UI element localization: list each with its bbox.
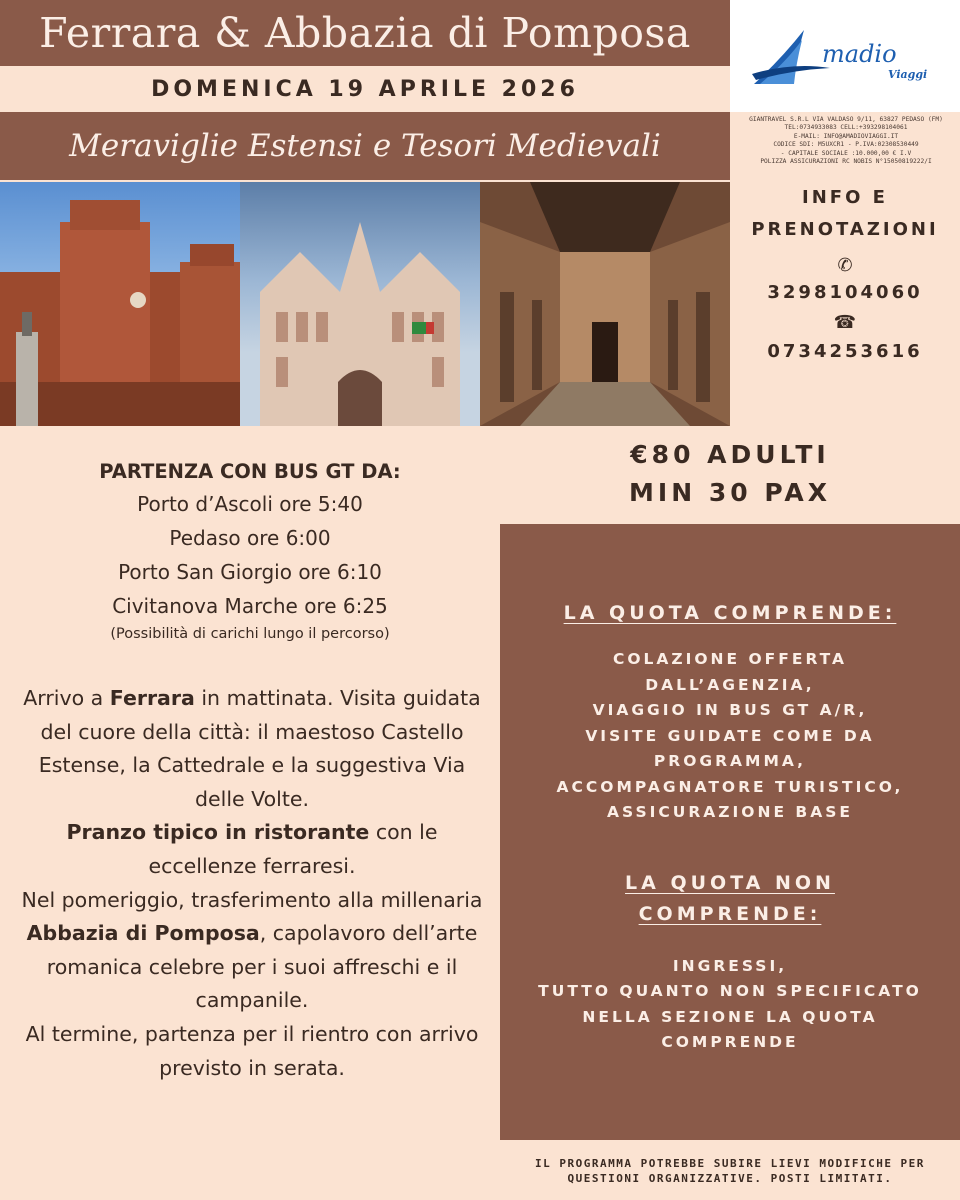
desc-text: Arrivo a [23, 686, 110, 710]
agency-logo [730, 0, 960, 112]
desc-highlight: Ferrara [109, 686, 195, 710]
company-line: CODICE SDI: M5UXCR1 - P.IVA:02308530449 [773, 141, 919, 149]
title-banner [0, 0, 730, 66]
date-banner [0, 66, 730, 112]
departure-heading: PARTENZA CON BUS GT DA: [99, 460, 401, 483]
desc-highlight: Pranzo tipico in ristorante [66, 820, 370, 845]
disclaimer-line: IL PROGRAMMA POTREBBE SUBIRE LIEVI MODIFICHE PER [535, 1157, 925, 1170]
includes-item: VIAGGIO IN BUS GT A/R, [592, 701, 868, 719]
min-participants: MIN 30 PAX [629, 478, 831, 507]
phone-icon: ✆ [837, 255, 853, 276]
company-line: E-MAIL: INFO@AMADIOVIAGGI.IT [793, 132, 899, 140]
cattedrale-photo [240, 182, 480, 426]
departure-stop: Civitanova Marche ore 6:25 [112, 594, 388, 618]
logo-subtitle: Viaggi [888, 68, 928, 81]
departure-stop: Pedaso ore 6:00 [169, 526, 331, 550]
includes-heading: LA QUOTA COMPRENDE: [563, 602, 897, 624]
excludes-heading: COMPRENDE: [638, 902, 822, 925]
castello-estense-photo [0, 182, 240, 426]
desc-text: con le eccellenze ferraresi. [148, 820, 438, 878]
disclaimer-footer [500, 1140, 960, 1200]
desc-text: Al termine, partenza per il rientro con arrivo previsto in serata. [25, 1021, 479, 1080]
subtitle-banner [0, 112, 730, 180]
disclaimer-line: QUESTIONI ORGANIZZATIVE. POSTI LIMITATI. [567, 1172, 893, 1185]
excludes-item: COMPRENDE [661, 1033, 799, 1051]
includes-item: COLAZIONE OFFERTA [612, 650, 848, 668]
info-heading: PRENOTAZIONI [751, 219, 939, 240]
departure-stop: Porto San Giorgio ore 6:10 [118, 560, 382, 584]
info-booking-box [730, 172, 960, 426]
includes-item: VISITE GUIDATE COME DA [585, 726, 875, 745]
departure-stop: Porto d’Ascoli ore 5:40 [137, 492, 363, 516]
includes-item: DALL’AGENZIA, [645, 675, 815, 694]
itinerary-column [0, 426, 500, 1200]
info-heading: INFO E [802, 187, 888, 208]
company-line: POLIZZA ASSICURAZIONI RC NOBIS N°15050819222/I [760, 158, 932, 166]
desc-text: in mattinata. Visita guidata del cuore della città: il maestoso Castello Estense, la Cattedrale e la suggestiva Via delle Volte. [38, 686, 481, 811]
departure-note: (Possibilità di carichi lungo il percorso) [110, 626, 390, 642]
excludes-item: INGRESSI, [672, 956, 788, 975]
mobile-phone-number[interactable]: 3298104060 [767, 282, 923, 303]
includes-item: PROGRAMMA, [653, 752, 807, 770]
page-subtitle: Meraviglie Estensi e Tesori Medievali [69, 128, 661, 164]
excludes-item: TUTTO QUANTO NON SPECIFICATO [538, 982, 922, 1000]
price-adults: €80 ADULTI [630, 440, 830, 469]
includes-item: ASSICURAZIONE BASE [607, 803, 853, 821]
page-title: Ferrara & Abbazia di Pomposa [39, 9, 691, 57]
price-box [500, 426, 960, 524]
company-line: - CAPITALE SOCIALE :10.000,00 € I.V [780, 149, 912, 157]
telephone-icon: ☎ [833, 312, 857, 333]
includes-item: ACCOMPAGNATORE TURISTICO, [556, 777, 904, 796]
excludes-heading: LA QUOTA NON [625, 871, 835, 894]
company-line: GIANTRAVEL S.R.L VIA VALDASO 9/11, 63827 PEDASO (FM) [749, 116, 943, 123]
program-description [18, 682, 486, 1085]
desc-highlight: Abbazia di Pomposa [26, 921, 260, 946]
amadio-logo-mark-icon [752, 28, 832, 88]
desc-text: , capolavoro dell’arte romanica celebre per i suoi affreschi e il campanile. [46, 921, 478, 1013]
quote-details-box [500, 524, 960, 1140]
abbazia-interior-photo [480, 182, 730, 426]
company-line: TEL:0734933083 CELL:+393298104061 [784, 124, 908, 132]
desc-text: Nel pomeriggio, trasferimento alla millenaria [21, 887, 483, 912]
landline-phone-number[interactable]: 0734253616 [767, 341, 923, 362]
excludes-item: NELLA SEZIONE LA QUOTA [582, 1007, 878, 1026]
event-date: DOMENICA 19 APRILE 2026 [151, 76, 579, 102]
logo-wordmark: madio [822, 40, 897, 68]
